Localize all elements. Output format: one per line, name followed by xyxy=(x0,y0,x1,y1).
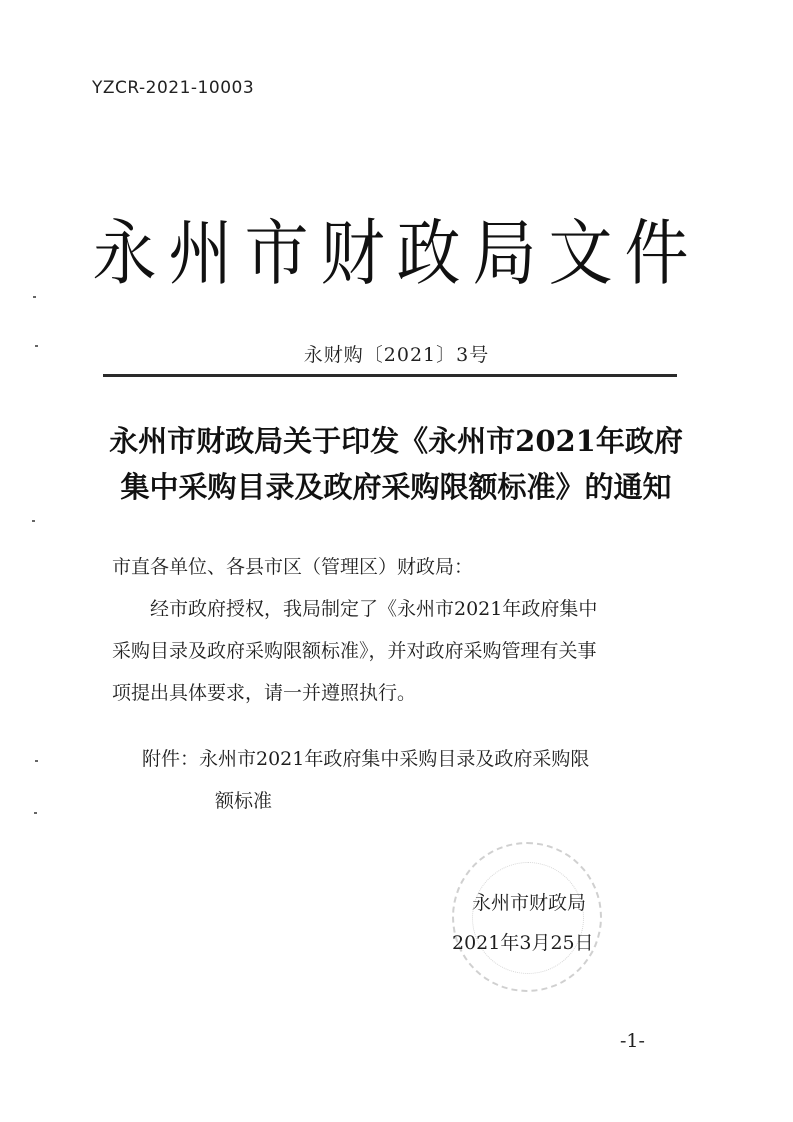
paragraph-line: 经市政府授权，我局制定了《永州市2021年政府集中 xyxy=(150,598,598,620)
notice-title-line: 集中采购目录及政府采购限额标准》的通知 xyxy=(120,470,672,504)
paragraph-line: 项提出具体要求，请一并遵照执行。 xyxy=(112,682,417,704)
scan-speck xyxy=(32,520,35,522)
notice-title xyxy=(96,418,696,510)
issuer-signature: 永州市财政局 xyxy=(472,892,587,914)
header-divider xyxy=(103,374,677,377)
scan-speck xyxy=(35,345,38,347)
attachment-line: 附件：永州市2021年政府集中采购目录及政府采购限 xyxy=(142,748,590,770)
scan-speck xyxy=(33,296,36,298)
scan-speck xyxy=(34,812,37,814)
attachment-note xyxy=(142,738,682,822)
scan-speck xyxy=(35,760,38,762)
issue-number: 永财购〔2021〕3号 xyxy=(303,344,490,366)
notice-title-line: 永州市财政局关于印发《永州市2021年政府 xyxy=(109,424,683,458)
issuing-authority-header: 永州市财政局文件 xyxy=(92,212,701,296)
body-paragraph xyxy=(112,588,692,714)
issue-date: 2021年3月25日 xyxy=(452,932,594,954)
page-number: -1- xyxy=(620,1030,645,1052)
attachment-line: 额标准 xyxy=(215,790,273,812)
addressee: 市直各单位、各县市区（管理区）财政局： xyxy=(112,556,474,578)
official-seal xyxy=(452,842,602,992)
paragraph-line: 采购目录及政府采购限额标准》，并对政府采购管理有关事 xyxy=(112,640,597,662)
document-code: YZCR-2021-10003 xyxy=(92,78,255,98)
official-seal-inner-ring xyxy=(472,862,587,974)
